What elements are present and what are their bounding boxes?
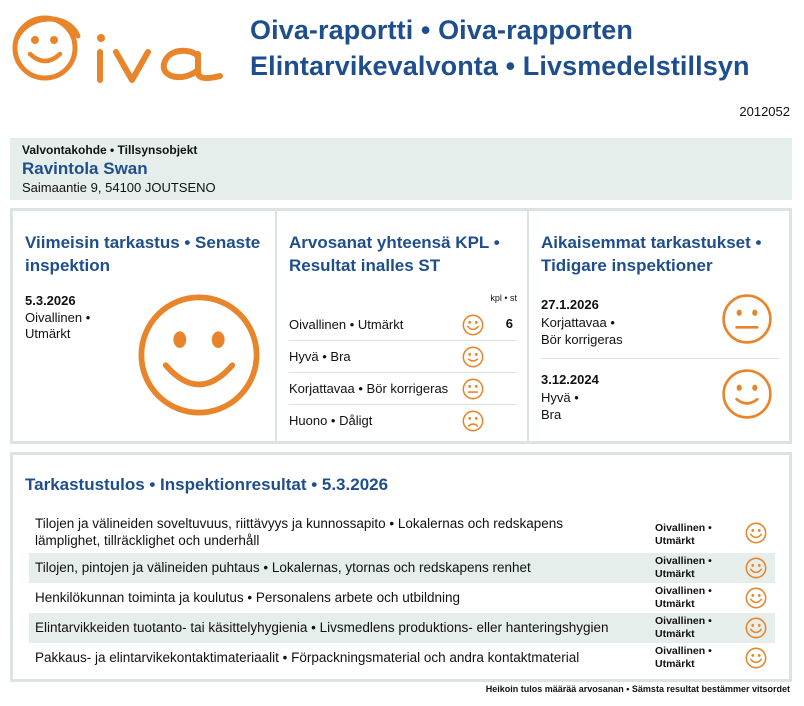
previous-date: 27.1.2026 bbox=[541, 297, 599, 312]
inspection-results-panel bbox=[10, 452, 792, 682]
smiley-excellent-icon bbox=[745, 587, 767, 609]
title-line-1: Oiva-raportti • Oiva-rapporten bbox=[250, 15, 634, 45]
previous-date: 3.12.2024 bbox=[541, 372, 599, 387]
grade-row bbox=[289, 309, 517, 341]
result-grade-fi: Oivallinen • bbox=[655, 645, 712, 657]
grade-row bbox=[289, 373, 517, 405]
report-titles bbox=[250, 12, 750, 84]
result-row bbox=[29, 613, 775, 643]
inspection-target bbox=[10, 138, 792, 200]
smiley-good-icon bbox=[721, 368, 773, 420]
target-label: Valvontakohde • Tillsynsobjekt bbox=[22, 143, 198, 157]
previous-grade-fi: Korjattavaa • bbox=[541, 315, 615, 330]
latest-grade-sv: Utmärkt bbox=[25, 326, 71, 341]
result-row bbox=[29, 512, 775, 553]
result-item-text: Elintarvikkeiden tuotanto- tai käsittelyhygienia • Livsmedlens produktions- eller hanteringshygien bbox=[35, 620, 609, 635]
grade-label: Hyvä • Bra bbox=[289, 349, 351, 364]
report-id: 2012052 bbox=[739, 104, 790, 119]
oiva-logo bbox=[8, 8, 230, 86]
latest-inspection-column bbox=[13, 211, 275, 441]
target-address: Saimaantie 9, 54100 JOUTSENO bbox=[22, 180, 216, 195]
title-line-2: Elintarvikevalvonta • Livsmedelstillsyn bbox=[250, 51, 750, 81]
previous-grade bbox=[541, 389, 579, 423]
smiley-excellent-icon bbox=[135, 291, 263, 419]
previous-inspections-column bbox=[527, 211, 789, 441]
result-item-text: Tilojen, pintojen ja välineiden puhtaus • Lokalernas, ytornas och redskapens renhet bbox=[35, 560, 531, 575]
summary-panel bbox=[10, 208, 792, 444]
latest-grade-fi: Oivallinen • bbox=[25, 310, 91, 325]
target-name: Ravintola Swan bbox=[22, 159, 148, 178]
result-item-text: Pakkaus- ja elintarvikekontaktimateriaalit • Förpackningsmaterial och andra kontaktmaterial bbox=[35, 650, 580, 665]
grade-count: 6 bbox=[505, 316, 513, 331]
previous-inspection-item bbox=[541, 364, 779, 434]
result-grade-fi: Oivallinen • bbox=[655, 555, 712, 567]
smiley-neutral-icon bbox=[462, 378, 484, 400]
grade-label: Korjattavaa • Bör korrigeras bbox=[289, 381, 449, 396]
previous-inspections-title: Aikaisemmat tarkastukset • Tidigare inspektioner bbox=[541, 233, 762, 275]
grade-label: Oivallinen • Utmärkt bbox=[289, 317, 404, 332]
smiley-excellent-icon bbox=[745, 557, 767, 579]
result-grade-sv: Utmärkt bbox=[655, 568, 695, 580]
result-grade bbox=[655, 645, 712, 671]
grade-row bbox=[289, 405, 517, 437]
latest-date: 5.3.2026 bbox=[25, 293, 76, 308]
grade-row bbox=[289, 341, 517, 373]
result-row bbox=[29, 643, 775, 673]
result-item-text: Tilojen ja välineiden soveltuvuus, riittävyys ja kunnossapito • Lokalernas och redskapens lämplighet, tillräcklighet och underhåll bbox=[35, 516, 564, 548]
previous-grade-sv: Bra bbox=[541, 407, 562, 422]
result-grade-fi: Oivallinen • bbox=[655, 615, 712, 627]
results-title: Tarkastustulos • Inspektionresultat • 5.3.2026 bbox=[25, 475, 389, 494]
result-grade-sv: Utmärkt bbox=[655, 535, 695, 547]
footnote: Heikoin tulos määrää arvosanan • Sämsta resultat bestämmer vitsordet bbox=[485, 684, 790, 694]
result-row bbox=[29, 553, 775, 583]
result-grade bbox=[655, 522, 712, 548]
previous-grade bbox=[541, 314, 623, 348]
smiley-excellent-icon bbox=[745, 647, 767, 669]
latest-grade bbox=[25, 310, 90, 342]
result-grade-sv: Utmärkt bbox=[655, 658, 695, 670]
result-row bbox=[29, 583, 775, 613]
previous-inspection-item bbox=[541, 289, 779, 359]
result-grade-sv: Utmärkt bbox=[655, 628, 695, 640]
grades-total-column bbox=[275, 211, 527, 441]
result-grade-fi: Oivallinen • bbox=[655, 585, 712, 597]
smiley-neutral-icon bbox=[721, 293, 773, 345]
result-grade bbox=[655, 585, 712, 611]
result-item-text: Henkilökunnan toiminta ja koulutus • Personalens arbete och utbildning bbox=[35, 590, 460, 605]
smiley-excellent-icon bbox=[462, 314, 484, 336]
result-grade-fi: Oivallinen • bbox=[655, 522, 712, 534]
smiley-poor-icon bbox=[462, 410, 484, 432]
latest-inspection-title: Viimeisin tarkastus • Senaste inspektion bbox=[25, 233, 261, 275]
result-grade bbox=[655, 555, 712, 581]
count-unit-label: kpl • st bbox=[490, 293, 517, 303]
smiley-excellent-icon bbox=[745, 522, 767, 544]
previous-grade-sv: Bör korrigeras bbox=[541, 332, 623, 347]
result-grade bbox=[655, 615, 712, 641]
smiley-good-icon bbox=[462, 346, 484, 368]
result-grade-sv: Utmärkt bbox=[655, 598, 695, 610]
grade-label: Huono • Dåligt bbox=[289, 413, 373, 428]
previous-grade-fi: Hyvä • bbox=[541, 390, 579, 405]
smiley-excellent-icon bbox=[745, 617, 767, 639]
grades-total-title: Arvosanat yhteensä KPL • Resultat inalles ST bbox=[289, 233, 500, 275]
